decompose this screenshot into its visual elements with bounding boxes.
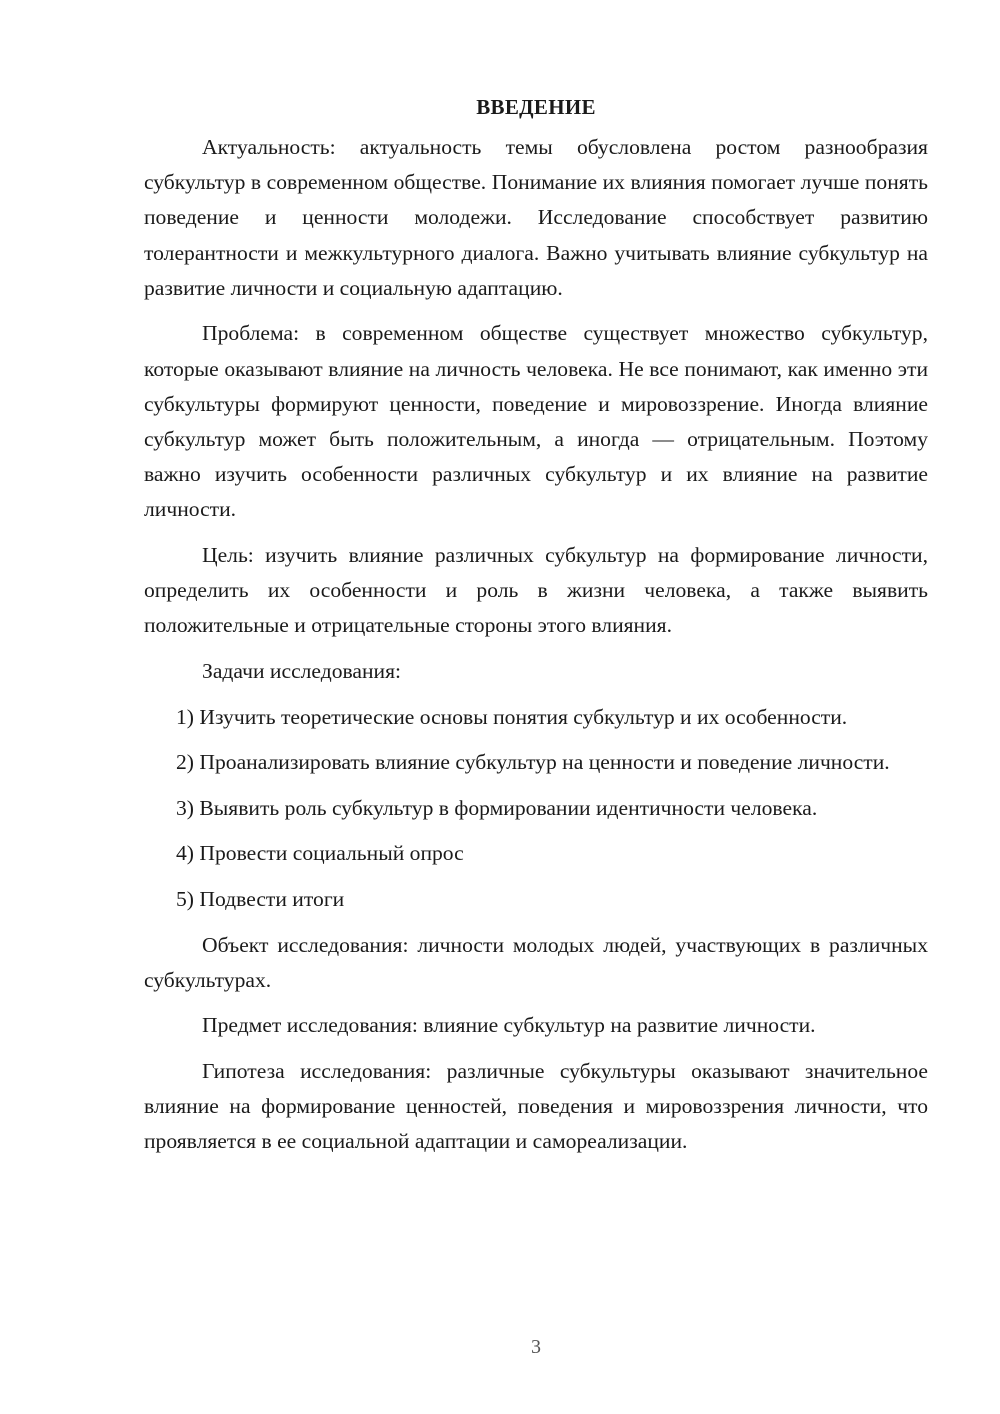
paragraph-goal: Цель: изучить влияние различных субкультур на формирование личности, определить их особенности и роль в жизни человека, а также выявить положительные и отрицательные стороны этого влияния. xyxy=(144,543,928,638)
paragraph-hypothesis: Гипотеза исследования: различные субкультуры оказывают значительное влияние на формирование ценностей, поведения и мировоззрения личности, что проявляется в ее социальной адаптации и самореализации. xyxy=(144,1058,928,1154)
document-page xyxy=(144,92,928,1170)
task-item-4: 4) Провести социальный опрос xyxy=(176,841,464,866)
page-number: 3 xyxy=(531,1336,541,1358)
paragraph-object: Объект исследования: личности молодых людей, участвующих в различных субкультурах. xyxy=(144,932,928,992)
task-item-2: 2) Проанализировать влияние субкультур на ценности и поведение личности. xyxy=(176,750,890,775)
paragraph-subject: Предмет исследования: влияние субкультур на развитие личности. xyxy=(202,1013,816,1038)
task-item-3: 3) Выявить роль субкультур в формировании идентичности человека. xyxy=(176,795,818,820)
task-item-1: 1) Изучить теоретические основы понятия субкультур и их особенности. xyxy=(176,704,848,729)
paragraph-problem: Проблема: в современном обществе существует множество субкультур, которые оказывают влияние на личность человека. Не все понимают, как именно эти субкультуры формируют ценности, поведение и мировоззрение. Иногда влияние субкультур может быть положительным, а иногда — отрицательным. Поэтому важно изучить особенности различных субкультур и их влияние на развитие личности. xyxy=(144,321,928,522)
paragraph-tasks-heading: Задачи исследования: xyxy=(202,659,402,684)
section-heading: ВВЕДЕНИЕ xyxy=(476,95,596,119)
task-item-5: 5) Подвести итоги xyxy=(176,886,345,911)
paragraph-relevance: Актуальность: актуальность темы обусловлена ростом разнообразия субкультур в современном обществе. Понимание их влияния помогает лучше понять поведение и ценности молодежи. Исследование способствует развитию толерантности и межкультурного диалога. Важно учитывать влияние субкультур на развитие личности и социальную адаптацию. xyxy=(144,135,928,300)
